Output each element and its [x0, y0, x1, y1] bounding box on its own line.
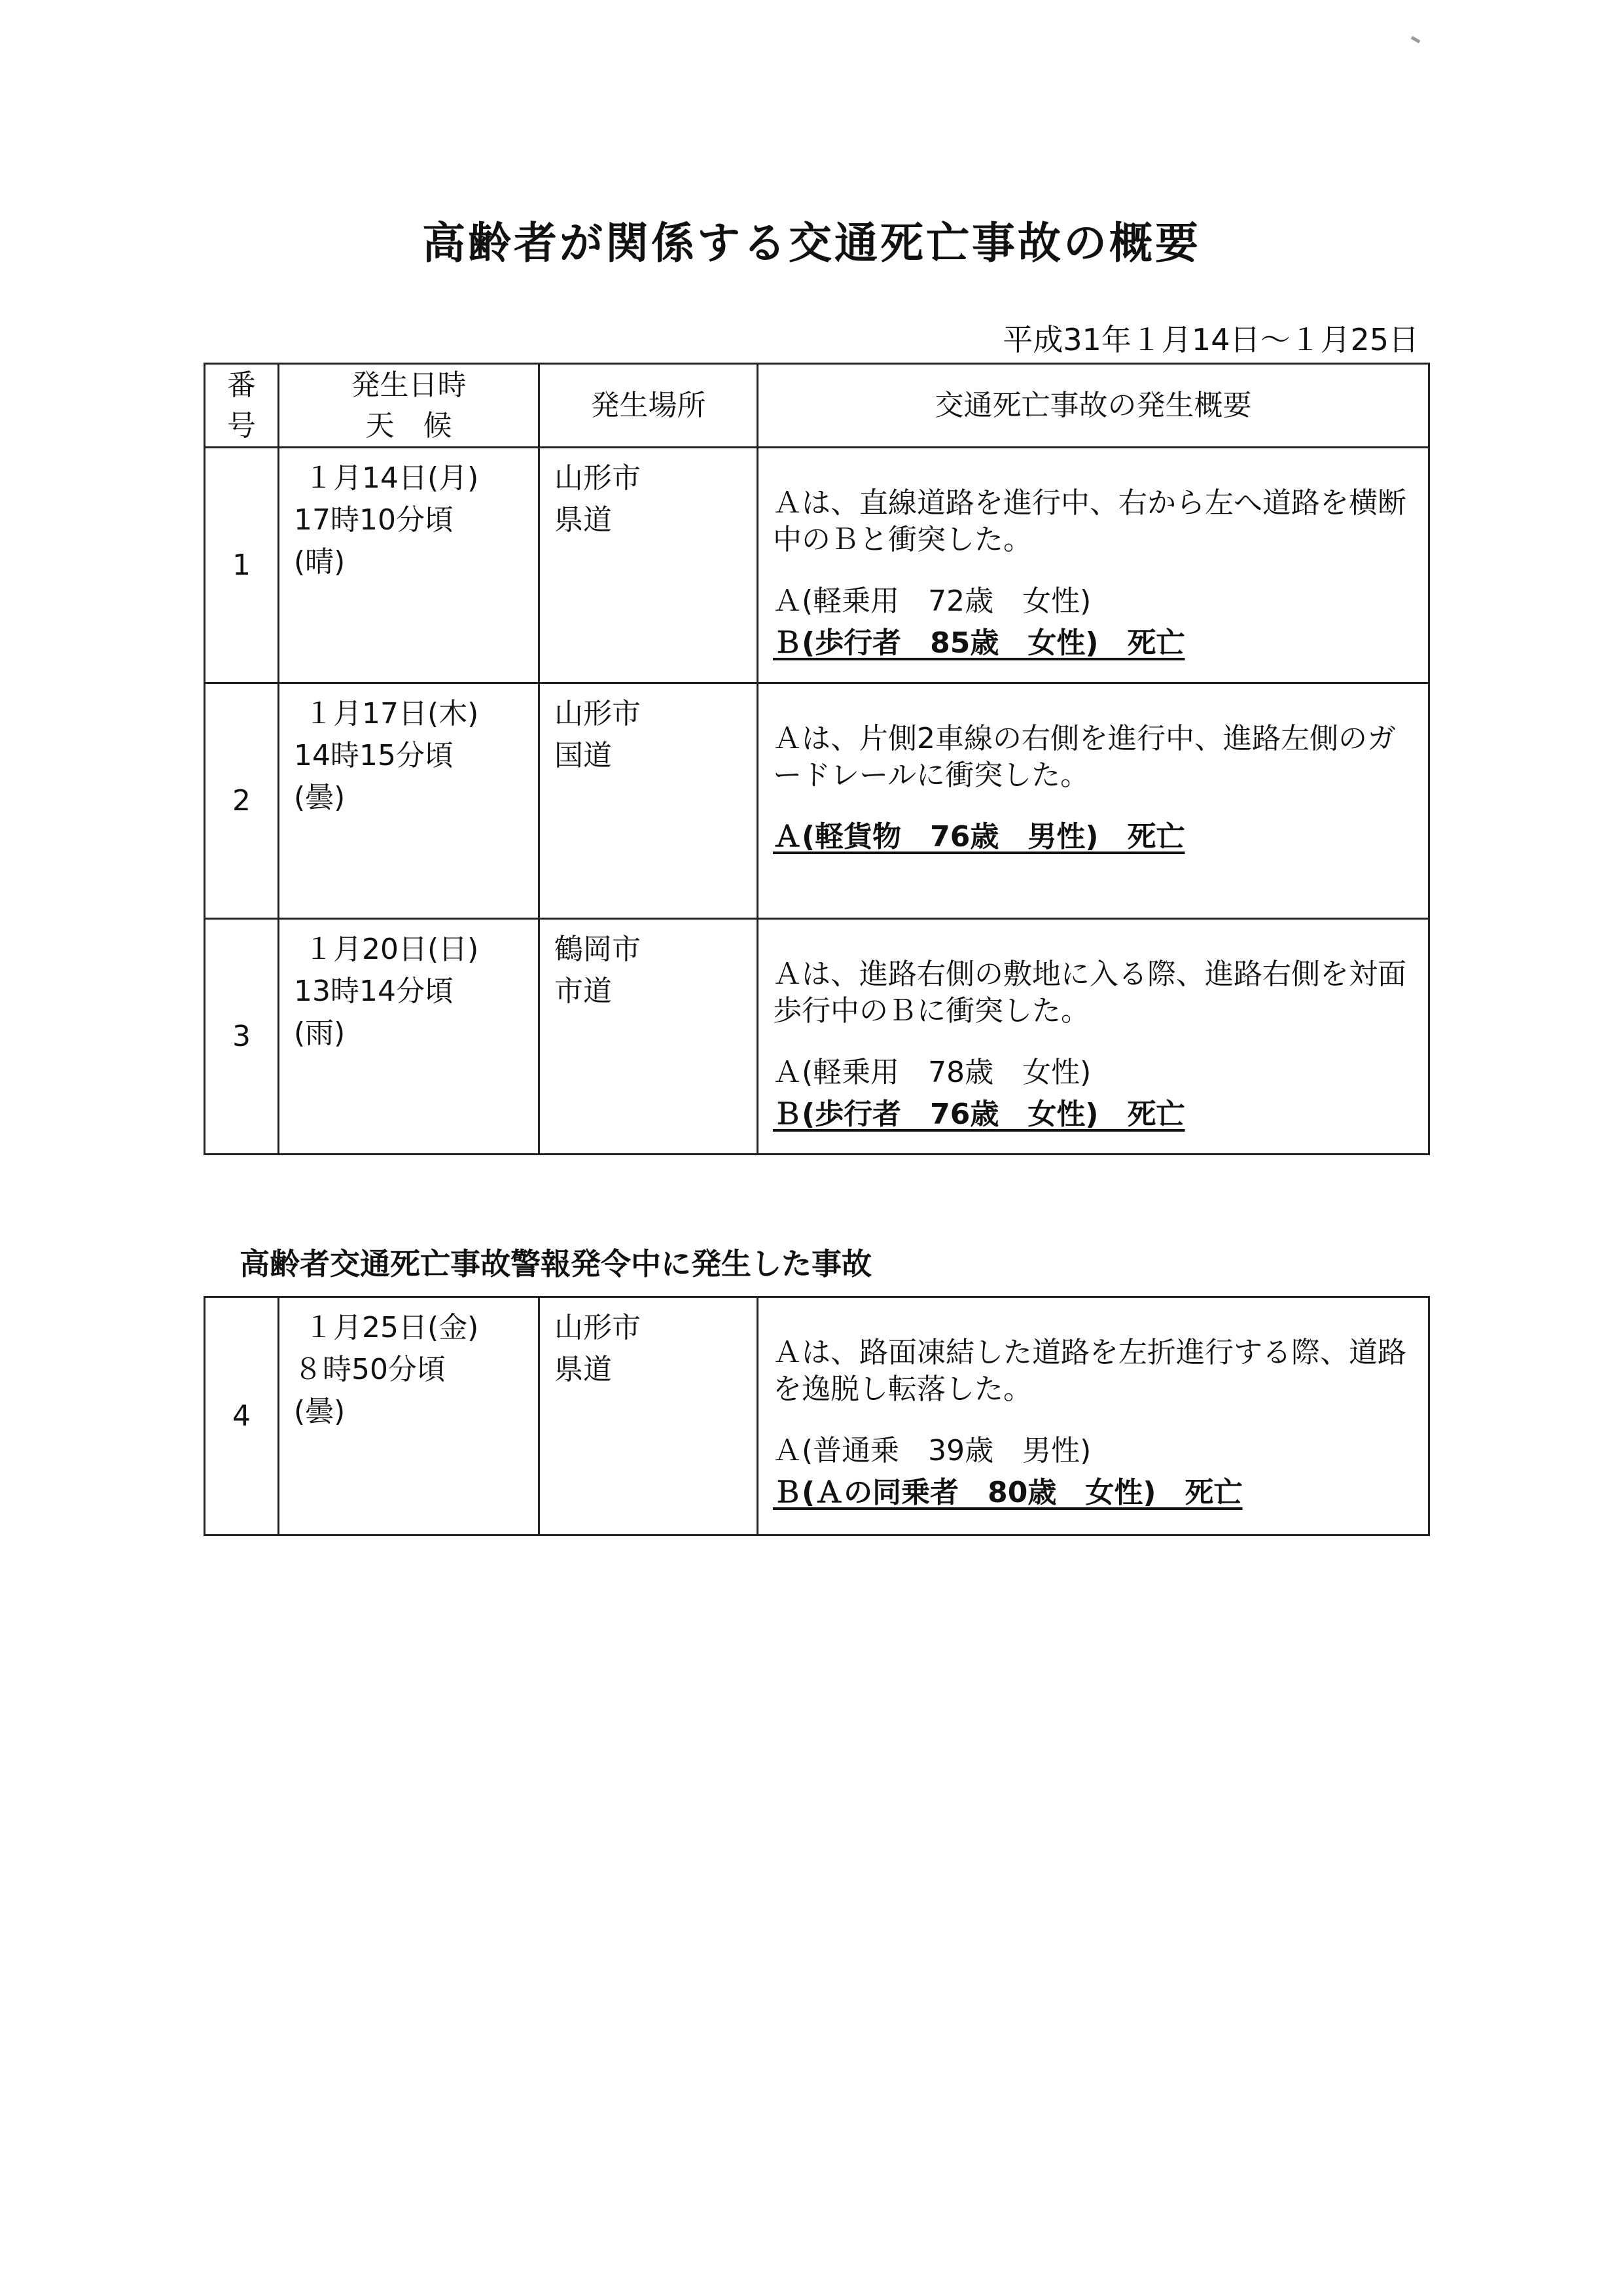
warning-accident-table — [204, 1296, 1430, 1536]
row-summary — [758, 683, 1429, 919]
table-row — [205, 683, 1429, 919]
row-weather: (曇) — [294, 1395, 346, 1428]
table-row — [205, 919, 1429, 1155]
accident-table — [204, 363, 1430, 1155]
row-datetime — [279, 1297, 539, 1535]
header-summary: 交通死亡事故の発生概要 — [758, 364, 1429, 448]
party-info: Ａ(普通乗 39歳 男性) — [773, 1434, 1092, 1467]
row-date: １月25日(金) — [304, 1311, 479, 1344]
row-summary — [758, 1297, 1429, 1535]
row-weather: (曇) — [294, 781, 346, 814]
row-place — [539, 1297, 758, 1535]
row-description: Ａは、路面凍結した道路を左折進行する際、道路を逸脱し転落した。 — [773, 1336, 1406, 1406]
row-road: 市道 — [554, 975, 612, 1008]
row-number: 2 — [205, 683, 279, 919]
header-place: 発生場所 — [539, 364, 758, 448]
document-title: 高齢者が関係する交通死亡事故の概要 — [422, 218, 1201, 268]
party-info-fatal: Ｂ(歩行者 85歳 女性) 死亡 — [773, 626, 1185, 660]
row-place — [539, 919, 758, 1155]
row-road: 国道 — [554, 739, 612, 772]
header-number-line2: 号 — [227, 408, 256, 442]
row-place — [539, 683, 758, 919]
header-datetime-weather — [279, 364, 539, 448]
row-date: １月17日(木) — [304, 697, 479, 730]
table-row — [205, 448, 1429, 683]
row-road: 県道 — [554, 503, 612, 537]
scan-speck — [1411, 36, 1421, 43]
table-row — [205, 1297, 1429, 1535]
row-datetime — [279, 448, 539, 683]
row-road: 県道 — [554, 1353, 612, 1386]
header-number-line1: 番 — [227, 368, 256, 402]
party-info: Ａ(軽乗用 78歳 女性) — [773, 1056, 1092, 1089]
header-number — [205, 364, 279, 448]
row-date: １月20日(日) — [304, 933, 479, 966]
header-weather: 天 候 — [365, 408, 452, 442]
row-city: 山形市 — [554, 1311, 641, 1344]
row-number: 1 — [205, 448, 279, 683]
row-city: 山形市 — [554, 461, 641, 495]
party-info-fatal: Ａ(軽貨物 76歳 男性) 死亡 — [773, 820, 1185, 853]
table-header-row — [205, 364, 1429, 448]
row-date: １月14日(月) — [304, 461, 479, 495]
row-number: 4 — [205, 1297, 279, 1535]
row-weather: (雨) — [294, 1016, 346, 1050]
row-place — [539, 448, 758, 683]
row-summary — [758, 448, 1429, 683]
party-info: Ａ(軽乗用 72歳 女性) — [773, 584, 1092, 618]
row-number: 3 — [205, 919, 279, 1155]
party-info-fatal: Ｂ(歩行者 76歳 女性) 死亡 — [773, 1098, 1185, 1131]
row-time: 13時14分頃 — [294, 975, 454, 1008]
row-description: Ａは、進路右側の敷地に入る際、進路右側を対面歩行中のＢに衝突した。 — [773, 958, 1406, 1028]
row-time: 17時10分頃 — [294, 503, 454, 537]
row-time: ８時50分頃 — [294, 1353, 446, 1386]
header-datetime: 発生日時 — [351, 368, 467, 402]
warning-section-heading: 高齢者交通死亡事故警報発令中に発生した事故 — [240, 1246, 872, 1282]
row-summary — [758, 919, 1429, 1155]
party-info-fatal: Ｂ(Ａの同乗者 80歳 女性) 死亡 — [773, 1476, 1243, 1509]
report-period: 平成31年１月14日～１月25日 — [1003, 322, 1419, 357]
row-city: 山形市 — [554, 697, 641, 730]
row-weather: (晴) — [294, 545, 346, 579]
row-description: Ａは、片側2車線の右側を進行中、進路左側のガードレールに衝突した。 — [773, 722, 1396, 792]
row-description: Ａは、直線道路を進行中、右から左へ道路を横断中のＢと衝突した。 — [773, 486, 1406, 556]
row-datetime — [279, 919, 539, 1155]
row-time: 14時15分頃 — [294, 739, 454, 772]
row-datetime — [279, 683, 539, 919]
row-city: 鶴岡市 — [554, 933, 641, 966]
